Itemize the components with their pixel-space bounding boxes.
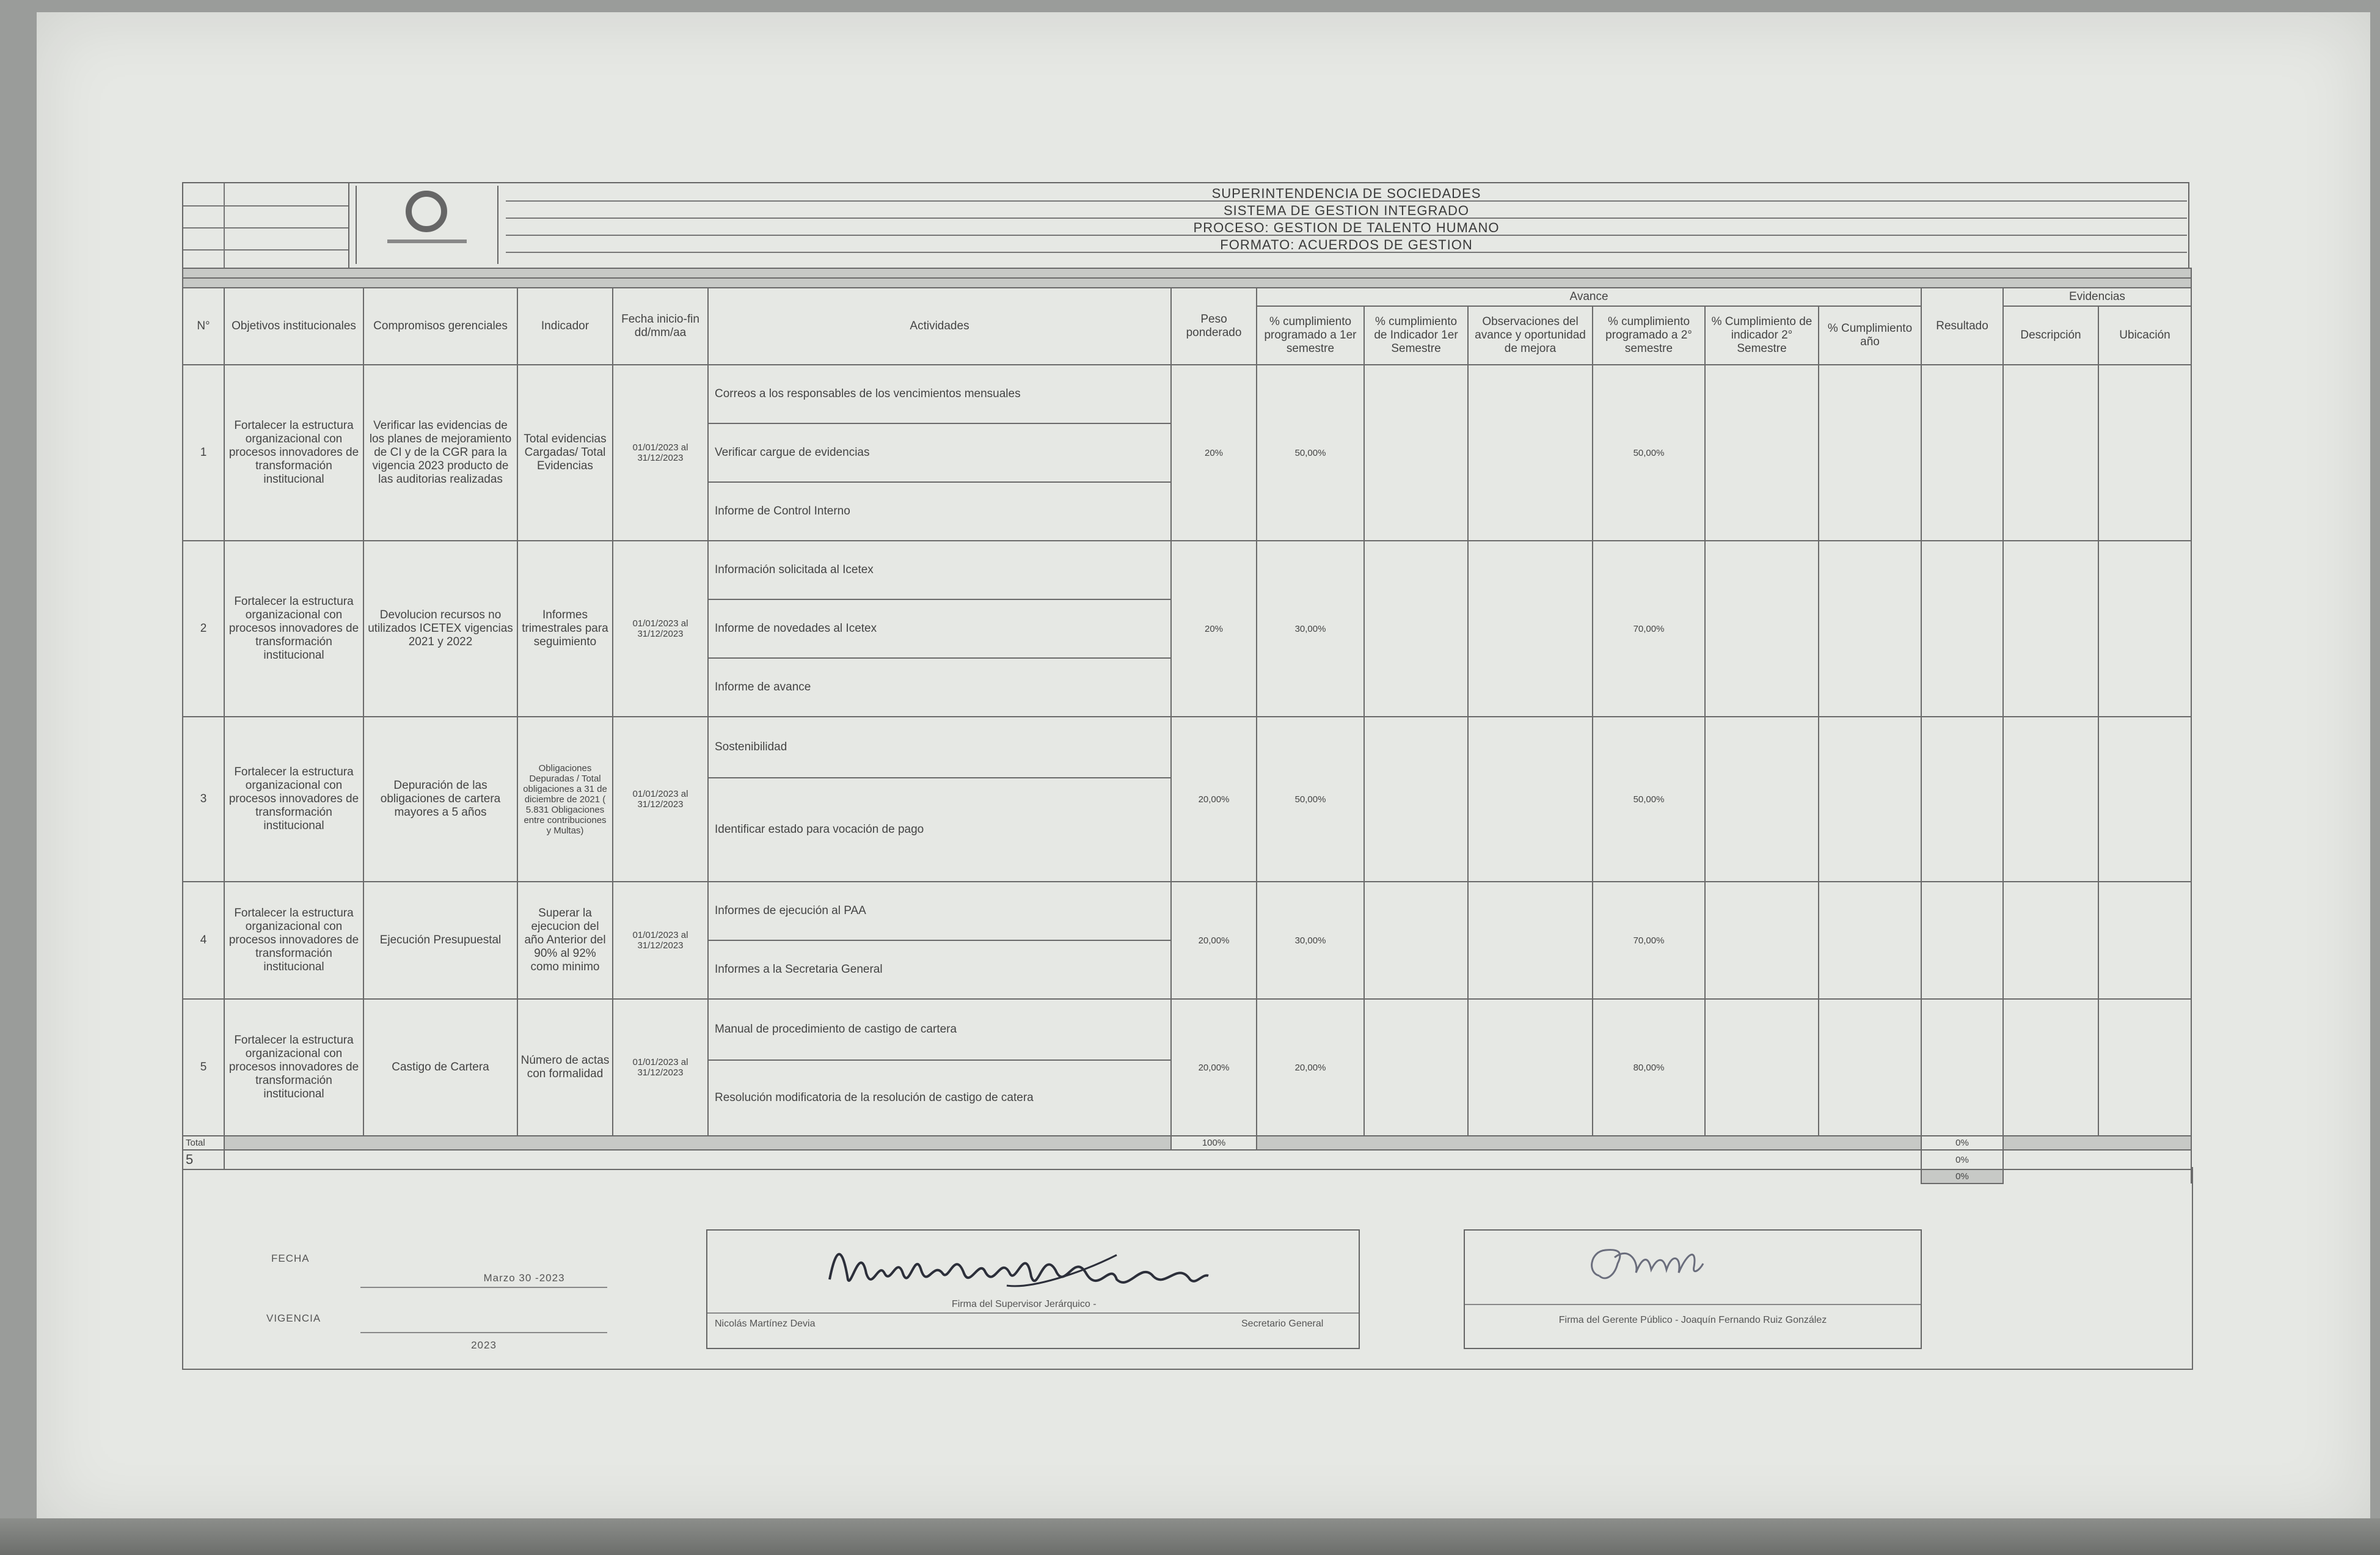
row-num: 4 (183, 882, 224, 999)
col-evidencias: Evidencias (2003, 288, 2191, 306)
fecha-value: Marzo 30 -2023 (483, 1272, 565, 1284)
totals-row (183, 1136, 2191, 1150)
row-actividad: Correos a los responsables de los vencimientos mensuales (708, 365, 1171, 423)
desk-background (0, 1518, 2380, 1555)
row-num: 2 (183, 541, 224, 717)
row-fecha: 01/01/2023 al 31/12/2023 (613, 717, 708, 882)
document-header (182, 182, 2189, 270)
col-indicador: Indicador (517, 288, 613, 365)
row-prog2: 50,00% (1593, 717, 1705, 882)
row-objetivo: Fortalecer la estructura organizacional con procesos innovadores de transformación institucional (224, 717, 363, 882)
header-title-1: SUPERINTENDENCIA DE SOCIEDADES (506, 185, 2187, 202)
header-left-cells (183, 183, 349, 269)
col-fecha: Fecha inicio-fin dd/mm/aa (613, 288, 708, 365)
total-count: 5 (183, 1150, 224, 1169)
row-indicador: Informes trimestrales para seguimiento (517, 541, 613, 717)
header-titles (506, 183, 2187, 269)
row-num: 3 (183, 717, 224, 882)
total-peso: 100% (1171, 1136, 1257, 1150)
header-title-3: PROCESO: GESTION DE TALENTO HUMANO (506, 219, 2187, 236)
row-objetivo: Fortalecer la estructura organizacional con procesos innovadores de transformación institucional (224, 882, 363, 999)
vigencia-value: 2023 (471, 1339, 497, 1351)
row-objetivo: Fortalecer la estructura organizacional con procesos innovadores de transformación institucional (224, 541, 363, 717)
header-title-4: FORMATO: ACUERDOS DE GESTION (506, 236, 2187, 253)
header-title-2: SISTEMA DE GESTION INTEGRADO (506, 202, 2187, 219)
row-prog1: 50,00% (1257, 365, 1364, 541)
col-descripcion: Descripción (2003, 306, 2098, 365)
supervisor-caption: Firma del Supervisor Jerárquico - (952, 1299, 1097, 1309)
row-prog2: 70,00% (1593, 541, 1705, 717)
row-actividad: Identificar estado para vocación de pago (708, 778, 1171, 882)
col-num: N° (183, 288, 224, 365)
row-peso: 20,00% (1171, 999, 1257, 1136)
vigencia-label: VIGENCIA (266, 1312, 321, 1324)
row-objetivo: Fortalecer la estructura organizacional con procesos innovadores de transformación institucional (224, 999, 363, 1136)
row-actividad: Sostenibilidad (708, 717, 1171, 778)
gerente-signature-box (1464, 1229, 1922, 1349)
supervisor-signature-box (706, 1229, 1360, 1349)
row-actividad: Informes de ejecución al PAA (708, 882, 1171, 940)
row-num: 5 (183, 999, 224, 1136)
agreements-table (182, 268, 2192, 1184)
row-actividad: Informes a la Secretaria General (708, 940, 1171, 999)
table-row (183, 882, 2191, 940)
supervisor-name: Nicolás Martínez Devia (715, 1319, 816, 1329)
table-row (183, 999, 2191, 1060)
row-fecha: 01/01/2023 al 31/12/2023 (613, 999, 708, 1136)
total-resultado-2: 0% (1921, 1150, 2003, 1169)
row-compromiso: Devolucion recursos no utilizados ICETEX vigencias 2021 y 2022 (363, 541, 517, 717)
row-actividad: Información solicitada al Icetex (708, 541, 1171, 599)
col-ubicacion: Ubicación (2098, 306, 2191, 365)
row-actividad: Manual de procedimiento de castigo de cartera (708, 999, 1171, 1060)
col-ind2: % Cumplimiento de indicador 2° Semestre (1705, 306, 1819, 365)
col-prog1: % cumplimiento programado a 1er semestre (1257, 306, 1364, 365)
row-peso: 20% (1171, 541, 1257, 717)
logo-circle-icon (406, 191, 447, 232)
col-compromisos: Compromisos gerenciales (363, 288, 517, 365)
signature-section (182, 1167, 2193, 1370)
row-objetivo: Fortalecer la estructura organizacional con procesos innovadores de transformación institucional (224, 365, 363, 541)
row-actividad: Informe de avance (708, 658, 1171, 717)
col-ind1: % cumplimiento de Indicador 1er Semestre (1364, 306, 1468, 365)
col-anio: % Cumplimiento año (1819, 306, 1921, 365)
row-compromiso: Castigo de Cartera (363, 999, 517, 1136)
row-actividad: Informe de Control Interno (708, 482, 1171, 541)
supervisor-signature (823, 1237, 1214, 1304)
col-prog2: % cumplimiento programado a 2° semestre (1593, 306, 1705, 365)
row-prog2: 50,00% (1593, 365, 1705, 541)
supersociedades-logo (356, 186, 498, 264)
col-actividades: Actividades (708, 288, 1171, 365)
row-prog1: 30,00% (1257, 541, 1364, 717)
row-actividad: Resolución modificatoria de la resolución de castigo de catera (708, 1060, 1171, 1136)
row-peso: 20,00% (1171, 882, 1257, 999)
total-resultado-3: 0% (1921, 1169, 2003, 1184)
row-num: 1 (183, 365, 224, 541)
gerente-signature (1581, 1239, 1715, 1288)
row-compromiso: Verificar las evidencias de los planes de mejoramiento de CI y de la CGR para la vigencia 2023 producto de las auditorias realizadas (363, 365, 517, 541)
row-indicador: Total evidencias Cargadas/ Total Evidencias (517, 365, 613, 541)
row-actividad: Informe de novedades al Icetex (708, 599, 1171, 658)
row-indicador: Superar la ejecucion del año Anterior del 90% al 92% como minimo (517, 882, 613, 999)
row-peso: 20% (1171, 365, 1257, 541)
row-actividad: Verificar cargue de evidencias (708, 423, 1171, 482)
gerente-caption: Firma del Gerente Público - Joaquín Fernando Ruiz González (1558, 1315, 1827, 1325)
supervisor-role: Secretario General (1241, 1319, 1324, 1329)
row-prog1: 20,00% (1257, 999, 1364, 1136)
total-label: Total (183, 1136, 224, 1150)
row-fecha: 01/01/2023 al 31/12/2023 (613, 365, 708, 541)
col-resultado: Resultado (1921, 288, 2003, 365)
row-fecha: 01/01/2023 al 31/12/2023 (613, 882, 708, 999)
col-avance: Avance (1257, 288, 1921, 306)
table-row (183, 717, 2191, 778)
row-compromiso: Depuración de las obligaciones de cartera mayores a 5 años (363, 717, 517, 882)
row-indicador: Obligaciones Depuradas / Total obligaciones a 31 de diciembre de 2021 ( 5.831 Obligaciones entre contribuciones y Multas) (517, 717, 613, 882)
row-fecha: 01/01/2023 al 31/12/2023 (613, 541, 708, 717)
row-prog1: 50,00% (1257, 717, 1364, 882)
col-objetivos: Objetivos institucionales (224, 288, 363, 365)
col-obs: Observaciones del avance y oportunidad de mejora (1468, 306, 1593, 365)
total-resultado: 0% (1921, 1136, 2003, 1150)
table-row (183, 365, 2191, 423)
col-peso: Peso ponderado (1171, 288, 1257, 365)
row-peso: 20,00% (1171, 717, 1257, 882)
row-prog2: 80,00% (1593, 999, 1705, 1136)
row-prog2: 70,00% (1593, 882, 1705, 999)
row-indicador: Número de actas con formalidad (517, 999, 613, 1136)
row-prog1: 30,00% (1257, 882, 1364, 999)
row-compromiso: Ejecución Presupuestal (363, 882, 517, 999)
table-row (183, 541, 2191, 599)
fecha-label: FECHA (271, 1253, 310, 1264)
